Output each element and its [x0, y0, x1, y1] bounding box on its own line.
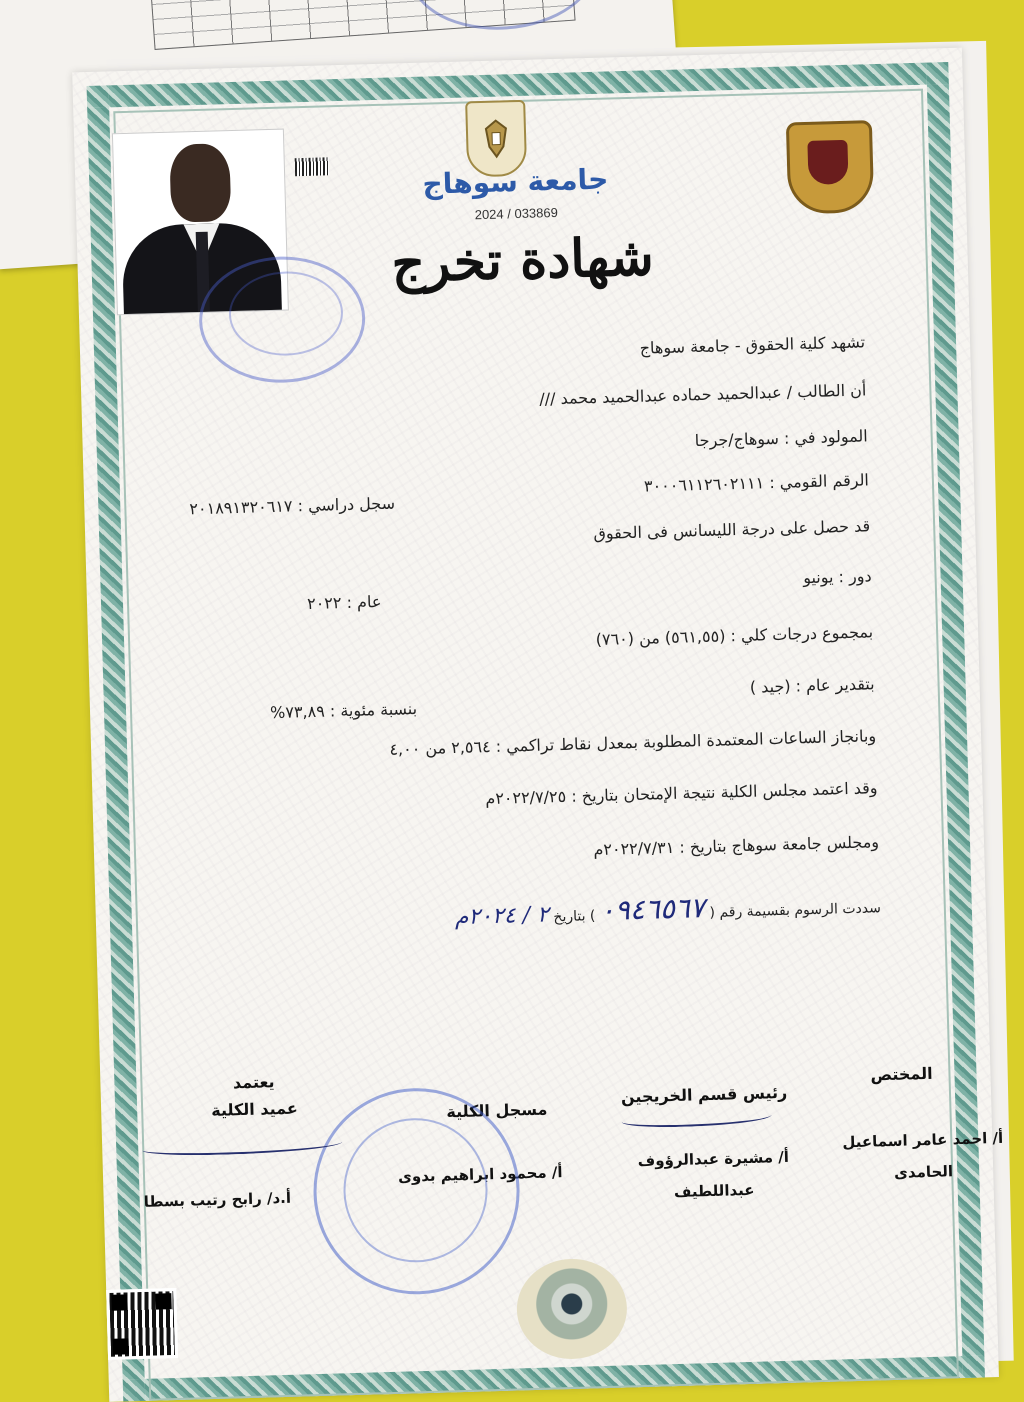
approve-label: يعتمد [232, 1072, 275, 1093]
fees-middle: ) بتاريخ [553, 908, 596, 926]
grade-line: بتقدير عام : (جيد ) [749, 674, 875, 697]
specialist-name-1: أ/ احمد عامر اسماعيل [842, 1128, 1004, 1152]
university-emblem-icon [786, 120, 875, 214]
grad-dept-name [638, 1148, 790, 1202]
session-line: دور : يونيو [802, 566, 872, 588]
university-council-line: ومجلس جامعة سوهاج بتاريخ : ٢٠٢٢/٧/٣١م [593, 832, 880, 860]
degree-line: قد حصل على درجة الليسانس فى الحقوق [593, 516, 871, 544]
specialist-block [870, 1064, 933, 1085]
dean-block [210, 1072, 298, 1120]
study-record-line: سجل دراسي : ٢٠١٨٩١٣٢٠٦١٧ [189, 493, 396, 519]
registrar-title: مسجل الكلية [446, 1099, 548, 1122]
total-grades-line: بمجموع درجات كلي : (٥٦١,٥٥) من (٧٦٠) [595, 622, 874, 650]
national-id-line: الرقم القومي : ٣٠٠٠٦١١٢٦٠٢١١١ [643, 470, 870, 496]
dean-name: أ.د/ رابح رتيب بسطا [143, 1188, 292, 1211]
fees-prefix: سددت الرسوم بقسيمة رقم ( [709, 900, 882, 921]
grad-dept-name-2: عبداللطيف [673, 1180, 755, 1202]
fees-date: ٢ / ٢٠٢٤م [454, 902, 550, 931]
fees-receipt-number: ٠٩٤٦٥٦٧ [599, 891, 706, 928]
grad-dept-name-1: أ/ مشيرة عبدالرؤوف [637, 1147, 790, 1171]
registrar-name: أ/ محمود ابراهيم بدوى [397, 1163, 563, 1186]
serial-number: 2024 / 033869 [474, 204, 559, 223]
birthplace-line: المولود في : سوهاج/جرجا [694, 426, 868, 451]
qr-code-icon [106, 1288, 178, 1360]
grad-dept-title: رئيس قسم الخريجين [620, 1082, 788, 1107]
certificate-title: شهادة تخرج [390, 226, 655, 295]
specialist-name [842, 1129, 1004, 1183]
dean-title: عميد الكلية [210, 1098, 299, 1120]
student-line: أن الطالب / عبدالحميد حماده عبدالحميد محمد /// [539, 380, 867, 409]
specialist-name-2: الحامدى [893, 1162, 954, 1182]
hours-line: وبانجاز الساعات المعتمدة المطلوبة بمعدل نقاط تراكمي : ٢,٥٦٤ من ٤,٠٠ [389, 726, 877, 759]
year-line: عام : ٢٠٢٢ [306, 592, 382, 614]
graduation-certificate [72, 48, 1004, 1402]
university-name: جامعة سوهاج [422, 162, 609, 201]
percentage-line: بنسبة مئوية : ٧٣,٨٩% [269, 699, 418, 723]
faculty-council-line: وقد اعتمد مجلس الكلية نتيجة الإمتحان بتاريخ : ٢٠٢٢/٧/٢٥م [485, 778, 878, 809]
barcode-icon [295, 157, 329, 176]
faculty-line: تشهد كلية الحقوق - جامعة سوهاج [639, 332, 866, 358]
specialist-title: المختص [870, 1063, 933, 1085]
